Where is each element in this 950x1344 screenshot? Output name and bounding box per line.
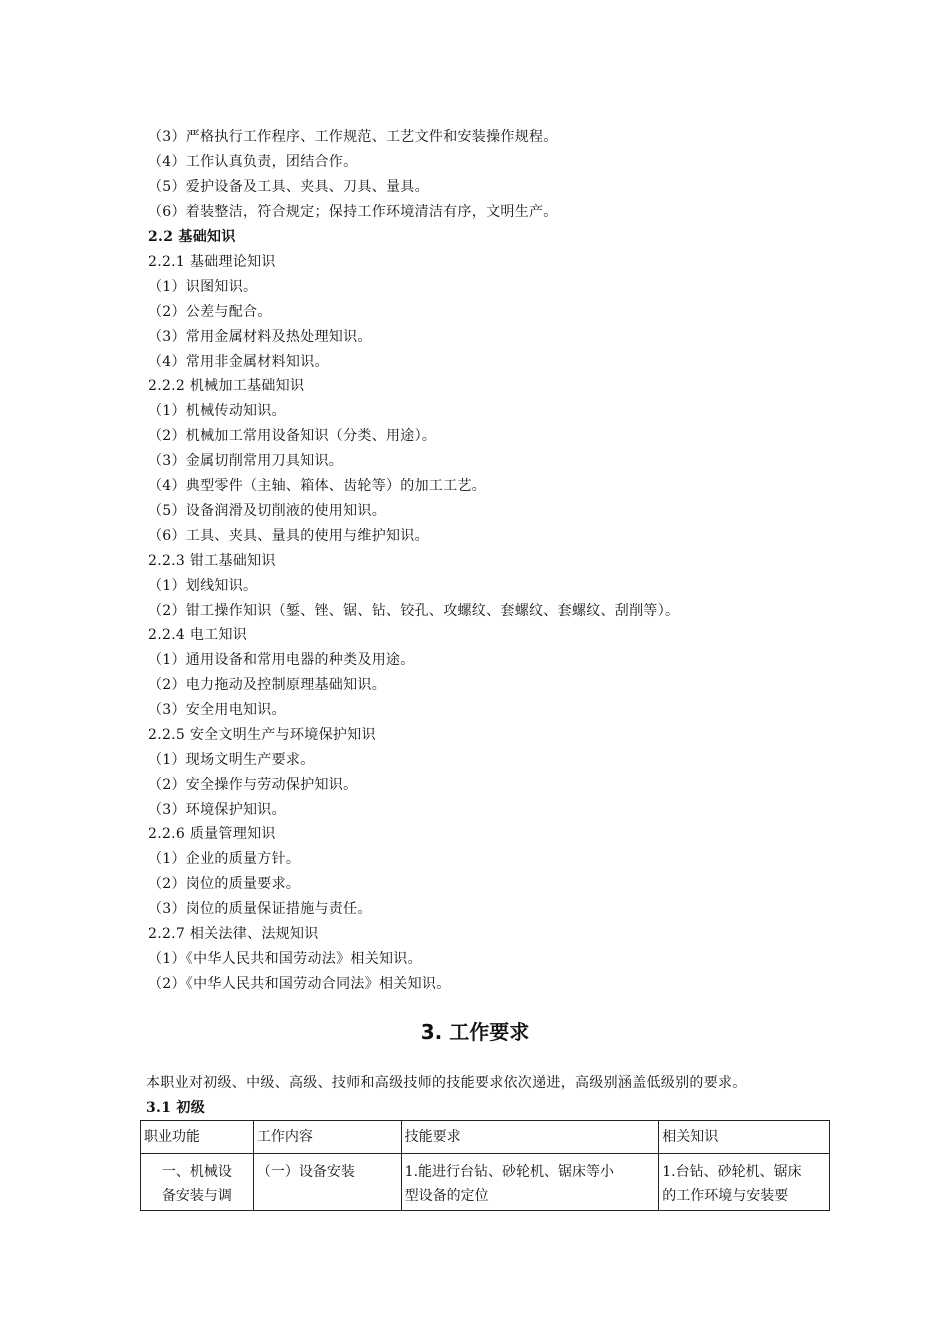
- list-item: （1）现场文明生产要求。: [148, 752, 315, 768]
- level-heading: 3.1 初级: [146, 1100, 206, 1116]
- list-item: （3）严格执行工作程序、工作规范、工艺文件和安装操作规程。: [148, 129, 558, 145]
- list-item: （1）企业的质量方针。: [148, 851, 301, 867]
- header-cell: 工作内容: [253, 1121, 401, 1154]
- subsection-heading: 2.2.5 安全文明生产与环境保护知识: [148, 727, 376, 743]
- list-item: （2）钳工操作知识（錾、锉、锯、钻、铰孔、攻螺纹、套螺纹、套螺纹、刮削等）。: [148, 603, 680, 619]
- header-cell: 相关知识: [659, 1121, 830, 1154]
- table-cell-function: [141, 1154, 254, 1211]
- list-item: （3）金属切削常用刀具知识。: [148, 453, 344, 469]
- list-item: （2）安全操作与劳动保护知识。: [148, 777, 358, 793]
- table-cell-knowledge: [659, 1154, 830, 1211]
- table-cell-content: [253, 1154, 401, 1211]
- section-heading: 2.2 基础知识: [148, 229, 236, 245]
- list-item: （3）常用金属材料及热处理知识。: [148, 329, 372, 345]
- cell-text: 1.台钻、砂轮机、锯床: [662, 1164, 802, 1180]
- cell-text: 一、机械设: [161, 1164, 232, 1180]
- list-item: （3）岗位的质量保证措施与责任。: [148, 901, 372, 917]
- list-item: （3）环境保护知识。: [148, 802, 286, 818]
- subsection-heading: 2.2.3 钳工基础知识: [148, 553, 276, 569]
- list-item: （1）机械传动知识。: [148, 403, 286, 419]
- intro-paragraph: 本职业对初级、中级、高级、技师和高级技师的技能要求依次递进，高级别涵盖低级别的要求。: [146, 1075, 747, 1091]
- list-item: （5）设备润滑及切削液的使用知识。: [148, 503, 387, 519]
- list-item: （6）工具、夹具、量具的使用与维护知识。: [148, 528, 429, 544]
- list-item: （2）岗位的质量要求。: [148, 876, 301, 892]
- subsection-heading: 2.2.2 机械加工基础知识: [148, 378, 305, 394]
- chapter-title: 3. 工作要求: [420, 1020, 530, 1044]
- list-item: （1）划线知识。: [148, 578, 258, 594]
- list-item: （2）《中华人民共和国劳动合同法》相关知识。: [148, 976, 451, 992]
- list-item: （1）识图知识。: [148, 279, 258, 295]
- cell-text: 的工作环境与安装要: [662, 1188, 789, 1204]
- list-item: （4）典型零件（主轴、箱体、齿轮等）的加工工艺。: [148, 478, 487, 494]
- list-item: （2）机械加工常用设备知识（分类、用途）。: [148, 428, 437, 444]
- list-item: （1）《中华人民共和国劳动法》相关知识。: [148, 951, 422, 967]
- cell-text: 备安装与调: [161, 1188, 232, 1204]
- table-row: [141, 1154, 830, 1211]
- header-cell: 技能要求: [401, 1121, 659, 1154]
- table-cell-skill: [401, 1154, 659, 1211]
- cell-text: （一）设备安装: [256, 1164, 355, 1180]
- list-item: （2）公差与配合。: [148, 304, 272, 320]
- list-item: （1）通用设备和常用电器的种类及用途。: [148, 652, 415, 668]
- requirements-table: [140, 1120, 830, 1211]
- cell-text: 1.能进行台钻、砂轮机、锯床等小: [404, 1164, 615, 1180]
- subsection-heading: 2.2.1 基础理论知识: [148, 254, 276, 270]
- list-item: （6）着装整洁，符合规定；保持工作环境清洁有序，文明生产。: [148, 204, 558, 220]
- header-cell: 职业功能: [141, 1121, 254, 1154]
- subsection-heading: 2.2.6 质量管理知识: [148, 826, 276, 842]
- table-header-row: [141, 1121, 830, 1154]
- subsection-heading: 2.2.4 电工知识: [148, 627, 248, 643]
- cell-text: 型设备的定位: [404, 1188, 489, 1204]
- list-item: （3）安全用电知识。: [148, 702, 286, 718]
- list-item: （4）工作认真负责，团结合作。: [148, 154, 358, 170]
- list-item: （5）爱护设备及工具、夹具、刀具、量具。: [148, 179, 429, 195]
- list-item: （2）电力拖动及控制原理基础知识。: [148, 677, 387, 693]
- subsection-heading: 2.2.7 相关法律、法规知识: [148, 926, 319, 942]
- list-item: （4）常用非金属材料知识。: [148, 354, 329, 370]
